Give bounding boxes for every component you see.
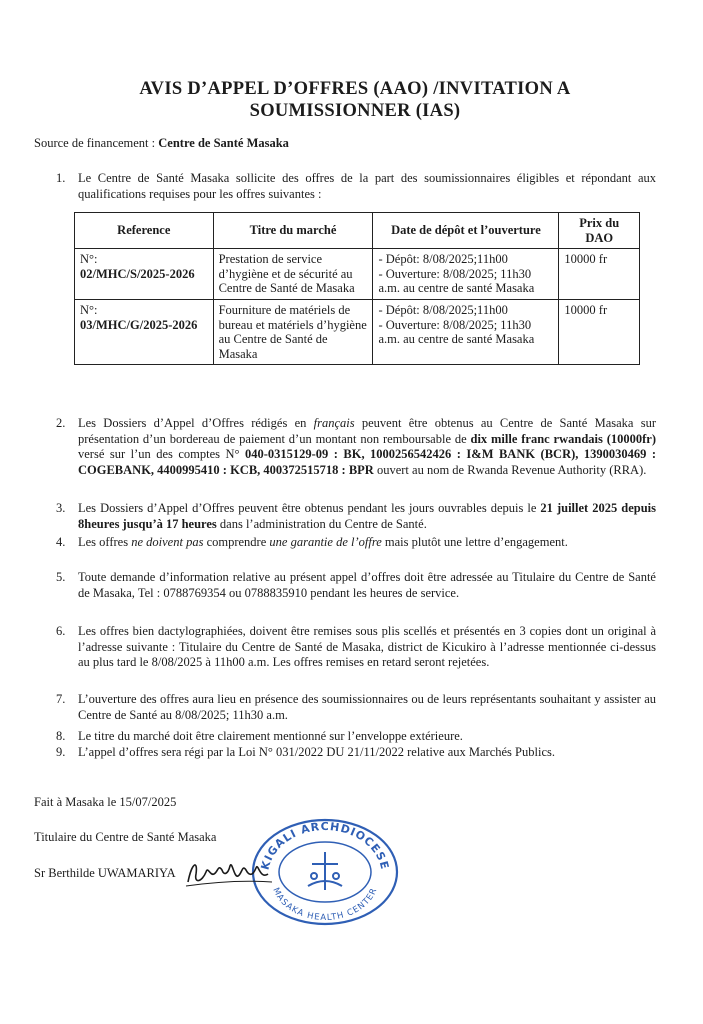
place-date: Fait à Masaka le 15/07/2025 [34,795,177,809]
opening-date: - Ouverture: 8/08/2025; 11h30 a.m. au centre de santé Masaka [378,266,535,296]
text-run: dans l’administration du Centre de Santé. [216,516,427,531]
item-number: 6. [56,624,66,638]
item-number: 2. [56,416,66,430]
cell-price: 10000 fr [559,249,640,300]
text-run: Les Dossiers d’Appel d’Offres rédigés en [78,416,314,430]
text-run: comprendre [203,535,270,549]
cell-reference [75,249,214,300]
item-text: L’appel d’offres sera régi par la Loi N° 031/2022 DU 21/11/2022 relative aux Marchés Publics. [78,745,555,759]
text-bold: 040-0315129-09 : BK, 1000256542426 : I&M BANK (BCR), 1390030469 : COGEBANK, 4400995410 : KCB, 400372515718 : BPR [78,447,656,477]
tenders-table [74,212,640,365]
stamp-top-text: KIGALI ARCHDIOCESE [258,819,392,872]
text-italic: ne doivent pas [131,535,204,549]
item-text [78,416,656,478]
table-header-row [75,213,640,249]
item-text: Toute demande d’information relative au présent appel d’offres doit être adressée au Titulaire du Centre de Santé de Masaka, Tel : 0788769354 ou 0788835910 pendant les heures de service. [78,570,656,600]
text-run: mais plutôt une lettre d’engagement. [381,535,568,549]
header-title: Titre du marché [213,213,373,249]
ref-label: N°: [80,252,98,267]
cell-title: Fourniture de matériels de bureau et matériels d’hygiène au Centre de Santé de Masaka [213,299,373,364]
opening-date: - Ouverture: 8/08/2025; 11h30 a.m. au centre de santé Masaka [378,317,535,347]
item-text: Le Centre de Santé Masaka sollicite des offres de la part des soumissionnaires éligibles et répondant aux qualifications requises pour les offres suivantes : [78,171,656,201]
table-row [75,249,640,300]
cross-icon [308,852,342,890]
title-line-2: SOUMISSIONNER (IAS) [249,101,461,121]
item-number: 1. [56,171,66,185]
title-line-1: AVIS D’APPEL D’OFFRES (AAO) /INVITATION A [139,79,571,99]
header-price: Prix du DAO [559,213,640,249]
cell-reference [75,299,214,364]
text-run: Les Dossiers d’Appel d’Offres peuvent être obtenus pendant les jours ouvrables depuis le [78,501,541,515]
cell-dates [373,299,559,364]
item-text: Le titre du marché doit être clairement mentionné sur l’enveloppe extérieure. [78,729,463,743]
cell-price: 10000 fr [559,299,640,364]
signature-image [184,852,274,897]
text-run: ouvert au nom de Rwanda Revenue Authority (RRA). [373,462,647,477]
funding-source [34,136,289,151]
item-number: 8. [56,729,66,743]
text-bold: 21 juillet 2025 depuis 8heures jusqu’à 17 heures [78,501,656,531]
funding-label: Source de financement : [34,136,156,150]
text-italic: français [313,416,355,430]
depot-date: - Dépôt: 8/08/2025;11h00 [378,252,508,267]
svg-text:MASAKA HEALTH CENTER [270,886,379,923]
ref-code: 02/MHC/S/2025-2026 [80,266,195,281]
item-number: 9. [56,745,66,759]
signatory-name: Sr Berthilde UWAMARIYA [34,866,176,880]
item-text [78,535,656,551]
text-run: Les offres [78,535,132,549]
item-text [78,501,656,532]
item-text: L’ouverture des offres aura lieu en présence des soumissionnaires ou de leurs représentants souhaitant y assister au Centre de Santé au 8/08/2025; 11h30 a.m. [78,692,656,722]
signatory-role: Titulaire du Centre de Santé Masaka [34,830,217,844]
item-number: 5. [56,570,66,584]
item-number: 7. [56,692,66,706]
header-reference: Reference [75,213,214,249]
table-row [75,299,640,364]
item-text: Les offres bien dactylographiées, doivent être remises sous plis scellés et présentés en 3 copies dont un original à l’adresse suivante : Titulaire du Centre de Santé de Masaka, district de Kicukiro à l’adresse mentionnée ci-dessus au plus tard le 8/08/2025 à 11h00 a.m. Les offres remises en retard seront rejetées. [78,624,656,670]
ref-label: N°: [80,302,98,317]
text-run: peuvent être obtenus au Centre de Santé Masaka sur présentation d’un bordereau de paiement d’un montant non remboursable de [78,416,656,446]
text-italic: une garantie de l’offre [269,535,382,549]
text-bold: dix mille franc rwandais (10000fr) [470,431,656,446]
funding-value: Centre de Santé Masaka [158,136,289,150]
header-dates: Date de dépôt et l’ouverture [373,213,559,249]
text-run: versé sur l’un des comptes N° [78,447,245,462]
stamp-bottom-text: MASAKA HEALTH CENTER [270,886,380,924]
item-number: 4. [56,535,66,549]
document-title [60,78,650,122]
cell-title: Prestation de service d’hygiène et de sécurité au Centre de Santé de Masaka [213,249,373,300]
depot-date: - Dépôt: 8/08/2025;11h00 [378,302,508,317]
ref-code: 03/MHC/G/2025-2026 [80,317,198,332]
item-number: 3. [56,501,66,515]
cell-dates [373,249,559,300]
